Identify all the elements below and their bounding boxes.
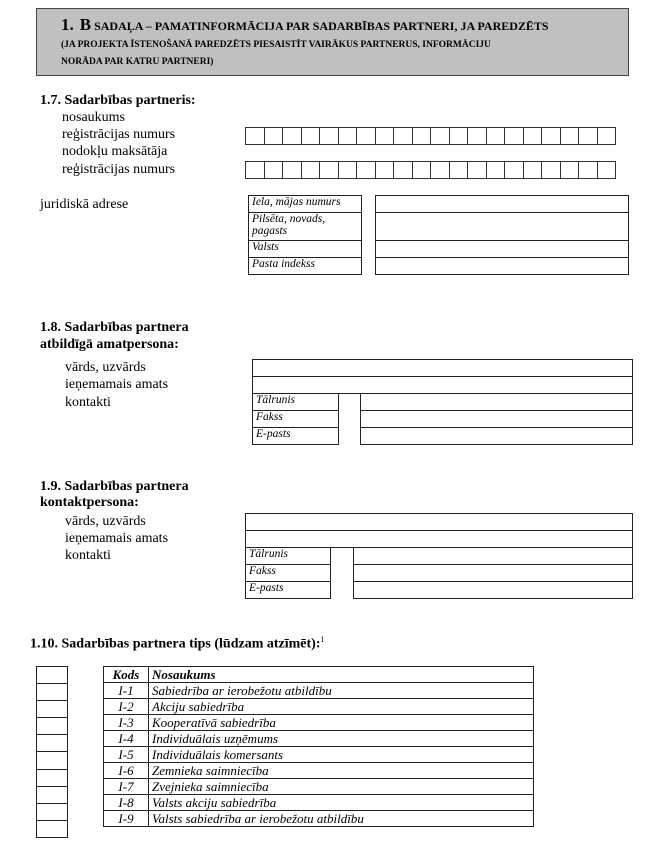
digit-box[interactable] [320,161,339,179]
contact-inputs[interactable] [353,547,633,599]
address-country-label: Valsts [249,241,362,258]
label-name: nosaukums [62,110,125,125]
footnote-ref: 1 [320,635,325,644]
table-row [104,747,534,763]
digit-box[interactable] [505,127,524,145]
official-contact-inputs[interactable] [360,393,633,445]
section-subtitle [61,37,491,71]
digit-box[interactable] [339,161,358,179]
label-contacts: kontakti [65,548,111,563]
digit-box[interactable] [468,127,487,145]
section-title-text: SADAĻA – PAMATINFORMĀCIJA PAR SADARBĪBAS PARTNERI, JA PAREDZĒTS [94,19,549,33]
type-checkbox[interactable] [37,787,67,804]
email-label: E-pasts [253,428,339,445]
label-tax-2: reģistrācijas numurs [62,162,176,177]
heading-1-10-text: 1.10. Sadarbības partnera tips (lūdzam atzīmēt): [30,636,321,652]
label-contacts: kontakti [65,395,111,410]
digit-box[interactable] [561,127,580,145]
digit-box[interactable] [413,161,432,179]
table-row [104,683,534,699]
digit-box[interactable] [487,161,506,179]
label-tax-1: nodokļu maksātāja [62,144,168,159]
label-reg-number: reģistrācijas numurs [62,127,176,142]
label-position: ieņemamais amats [65,531,169,546]
col-code-header: Kods [104,667,149,683]
email-label: E-pasts [246,582,331,599]
digit-box[interactable] [394,127,413,145]
digit-box[interactable] [320,127,339,145]
type-code: I-8 [104,795,149,811]
type-name: Individuālais komersants [149,747,534,763]
type-code: I-7 [104,779,149,795]
digit-box[interactable] [450,127,469,145]
type-checkbox-column[interactable] [36,666,68,838]
address-postal-label: Pasta indekss [249,258,362,275]
digit-box[interactable] [542,127,561,145]
type-checkbox[interactable] [37,770,67,787]
col-name-header: Nosaukums [149,667,534,683]
type-checkbox[interactable] [37,701,67,718]
digit-box[interactable] [542,161,561,179]
heading-1-9-line1: 1.9. Sadarbības partnera [40,479,189,494]
official-contact-labels [252,393,339,445]
type-code: I-9 [104,811,149,827]
phone-label: Tālrunis [253,394,339,411]
type-checkbox[interactable] [37,821,67,837]
subtitle-line-1: (JA PROJEKTA ĪSTENOŠANĀ PAREDZĒTS PIESAISTĪT VAIRĀKUS PARTNERUS, INFORMĀCIJU [61,40,491,50]
fax-input[interactable] [361,411,633,428]
digit-box[interactable] [357,127,376,145]
type-name: Kooperatīvā sabiedrība [149,715,534,731]
label-full-name: vārds, uzvārds [65,360,146,375]
phone-input[interactable] [361,394,633,411]
digit-box[interactable] [431,127,450,145]
table-row [104,795,534,811]
tax-reg-number-boxes[interactable] [245,161,616,179]
contact-name-input[interactable] [246,514,633,531]
heading-1-8-line1: 1.8. Sadarbības partnera [40,320,189,335]
address-labels [248,195,362,275]
checkbox-header-cell [37,667,67,684]
address-inputs[interactable] [375,195,629,275]
digit-box[interactable] [357,161,376,179]
section-number: 1. [61,15,74,34]
digit-box[interactable] [450,161,469,179]
type-code: I-1 [104,683,149,699]
phone-input[interactable] [354,548,633,565]
digit-box[interactable] [339,127,358,145]
table-row [104,731,534,747]
heading-1-9-line2: kontaktpersona: [40,495,139,510]
digit-box[interactable] [468,161,487,179]
table-row [104,763,534,779]
type-name: Valsts sabiedrība ar ierobežotu atbildību [149,811,534,827]
type-name: Akciju sabiedrība [149,699,534,715]
type-name: Zvejnieka saimniecība [149,779,534,795]
digit-box[interactable] [598,161,617,179]
address-street-label: Iela, mājas numurs [249,196,362,213]
digit-box[interactable] [505,161,524,179]
label-legal-address: juridiskā adrese [40,197,129,212]
type-checkbox[interactable] [37,684,67,701]
table-row [104,779,534,795]
type-name: Individuālais uzņēmums [149,731,534,747]
fax-label: Fakss [253,411,339,428]
type-checkbox[interactable] [37,718,67,735]
official-position-input[interactable] [253,377,633,394]
type-checkbox[interactable] [37,752,67,769]
label-full-name: vārds, uzvārds [65,514,146,529]
contact-position-input[interactable] [246,531,633,548]
address-street-input[interactable] [376,196,629,213]
digit-box[interactable] [265,127,284,145]
phone-label: Tālrunis [246,548,331,565]
address-city-input[interactable] [376,213,629,241]
official-name-position[interactable] [252,359,633,394]
digit-box[interactable] [246,161,265,179]
email-input[interactable] [354,582,633,599]
digit-box[interactable] [283,161,302,179]
type-name: Valsts akciju sabiedrība [149,795,534,811]
digit-box[interactable] [413,127,432,145]
section-title [61,15,549,35]
type-checkbox[interactable] [37,804,67,821]
type-checkbox[interactable] [37,735,67,752]
digit-box[interactable] [579,161,598,179]
digit-box[interactable] [524,161,543,179]
digit-box[interactable] [302,161,321,179]
fax-label: Fakss [246,565,331,582]
digit-box[interactable] [376,161,395,179]
contact-labels [245,547,331,599]
type-name: Zemnieka saimniecība [149,763,534,779]
type-name: Sabiedrība ar ierobežotu atbildību [149,683,534,699]
type-code: I-3 [104,715,149,731]
digit-box[interactable] [394,161,413,179]
reg-number-boxes[interactable] [245,127,616,145]
type-code: I-6 [104,763,149,779]
address-postal-input[interactable] [376,258,629,275]
heading-1-7: 1.7. Sadarbības partneris: [40,93,196,108]
partner-type-table [103,666,534,827]
section-header [36,8,629,76]
digit-box[interactable] [246,127,265,145]
table-row [104,699,534,715]
digit-box[interactable] [302,127,321,145]
heading-1-8-line2: atbildīgā amatpersona: [40,337,179,352]
digit-box[interactable] [524,127,543,145]
digit-box[interactable] [376,127,395,145]
digit-box[interactable] [431,161,450,179]
digit-box[interactable] [283,127,302,145]
table-row [104,811,534,827]
fax-input[interactable] [354,565,633,582]
digit-box[interactable] [579,127,598,145]
type-code: I-5 [104,747,149,763]
section-letter: B [79,15,92,34]
digit-box[interactable] [265,161,284,179]
address-country-input[interactable] [376,241,629,258]
digit-box[interactable] [561,161,580,179]
digit-box[interactable] [598,127,617,145]
type-code: I-4 [104,731,149,747]
contact-name-position[interactable] [245,513,633,548]
official-name-input[interactable] [253,360,633,377]
email-input[interactable] [361,428,633,445]
label-position: ieņemamais amats [65,377,169,392]
heading-1-10 [30,632,325,653]
type-code: I-2 [104,699,149,715]
digit-box[interactable] [487,127,506,145]
table-row [104,715,534,731]
subtitle-line-2: NORĀDA PAR KATRU PARTNERI) [61,57,214,67]
address-city-label: Pilsēta, novads, pagasts [249,213,362,241]
